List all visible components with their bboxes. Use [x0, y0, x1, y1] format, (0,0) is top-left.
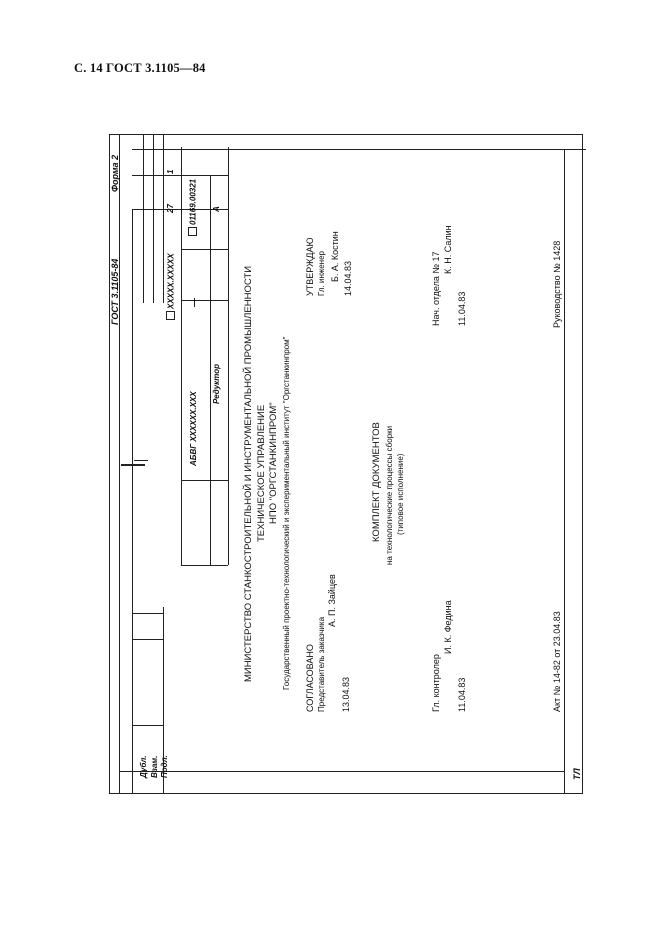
document-execution: (типовое исполнение) [396, 453, 405, 535]
binding-margin-line [119, 135, 120, 793]
institute-name: Государственный проектно-технологический и экспериментальный институт "Оргстанкинпром" [282, 336, 291, 690]
approved-role: Гл. инженер [317, 251, 326, 296]
stamp-column-line [143, 135, 144, 303]
title-block-row-line [132, 175, 228, 176]
right-margin-line [564, 149, 565, 793]
agreed-name: А. П. Зайцев [327, 574, 337, 627]
checkbox-icon [188, 227, 197, 236]
agreed-heading: СОГЛАСОВАНО [305, 644, 315, 712]
drawing-mark [121, 464, 145, 466]
document-code: АБВГ XXXXXX.XXX [189, 391, 198, 466]
dept-head-date: 11.04.83 [457, 291, 467, 326]
agreed-date: 13.04.83 [341, 676, 351, 712]
top-inner-line [132, 149, 586, 150]
stamp-column-line [132, 209, 133, 793]
checkbox-icon [166, 311, 175, 320]
bottom-inner-line [119, 771, 564, 772]
stamp-label-podl: Подл. [160, 755, 169, 778]
sheets-count: 27 [166, 204, 175, 213]
form-standard-label: Форма 2 [110, 154, 120, 192]
stray-mark [134, 460, 148, 461]
footer-code: ТЛ [572, 768, 582, 780]
title-block-row-line [181, 480, 228, 481]
stamp-column-line [153, 135, 154, 303]
approved-name: Б. А. Костин [330, 231, 340, 282]
title-block-line [228, 147, 229, 565]
document-title: КОМПЛЕКТ ДОКУМЕНТОВ [371, 422, 382, 542]
form-standard: ГОСТ 3.1105-84 [110, 258, 120, 325]
stamp-row-line [132, 639, 164, 640]
npo-name: НПО "ОРГСТАНКИНПРОМ" [268, 402, 279, 524]
product-name: Редуктор [212, 363, 221, 404]
stamp-row-line [132, 725, 164, 726]
letter-cell: A [212, 206, 221, 212]
sheet-number: 1 [166, 169, 175, 174]
doc-code [189, 179, 198, 236]
title-block-line [210, 175, 211, 565]
designation-code [167, 253, 176, 320]
document-subtitle: на технологические процессы сборки [385, 425, 394, 565]
page-header: С. 14 ГОСТ 3.1105—84 [74, 61, 206, 75]
controller-name: И. К. Федина [443, 600, 453, 654]
stamp-label-dubl: Дубл. [139, 755, 148, 778]
designation-code-text: XXXXX.XXXXX [166, 253, 176, 309]
technical-department: ТЕХНИЧЕСКОЕ УПРАВЛЕНИЕ [256, 404, 267, 542]
title-dash: — [189, 298, 199, 307]
stamp-row-line [132, 613, 164, 614]
ministry-line: МИНИСТЕРСТВО СТАНКОСТРОИТЕЛЬНОЙ И ИНСТРУМЕНТАЛЬНОЙ ПРОМЫШЛЕННОСТИ [243, 265, 254, 682]
agreed-role: Представитель заказчика [317, 616, 326, 712]
dept-head-name: К. Н. Салин [443, 225, 453, 274]
manual-reference: Руководство № 1428 [552, 240, 562, 328]
doc-code-text: 01169.00321 [188, 178, 198, 225]
stamp-label-vzam: Взам. [150, 755, 159, 778]
stamp-column-line [163, 135, 164, 303]
act-reference: Акт № 14-82 от 23.04.83 [552, 611, 562, 712]
approved-heading: УТВЕРЖДАЮ [305, 237, 315, 296]
approved-date: 14.04.83 [343, 260, 353, 296]
controller-date: 11.04.83 [457, 677, 467, 712]
title-block-row-line [181, 565, 228, 566]
title-block-row-line [181, 249, 228, 250]
dept-head-role: Нач. отдела № 17 [431, 251, 441, 326]
controller-role: Гл. контролер [431, 654, 441, 712]
